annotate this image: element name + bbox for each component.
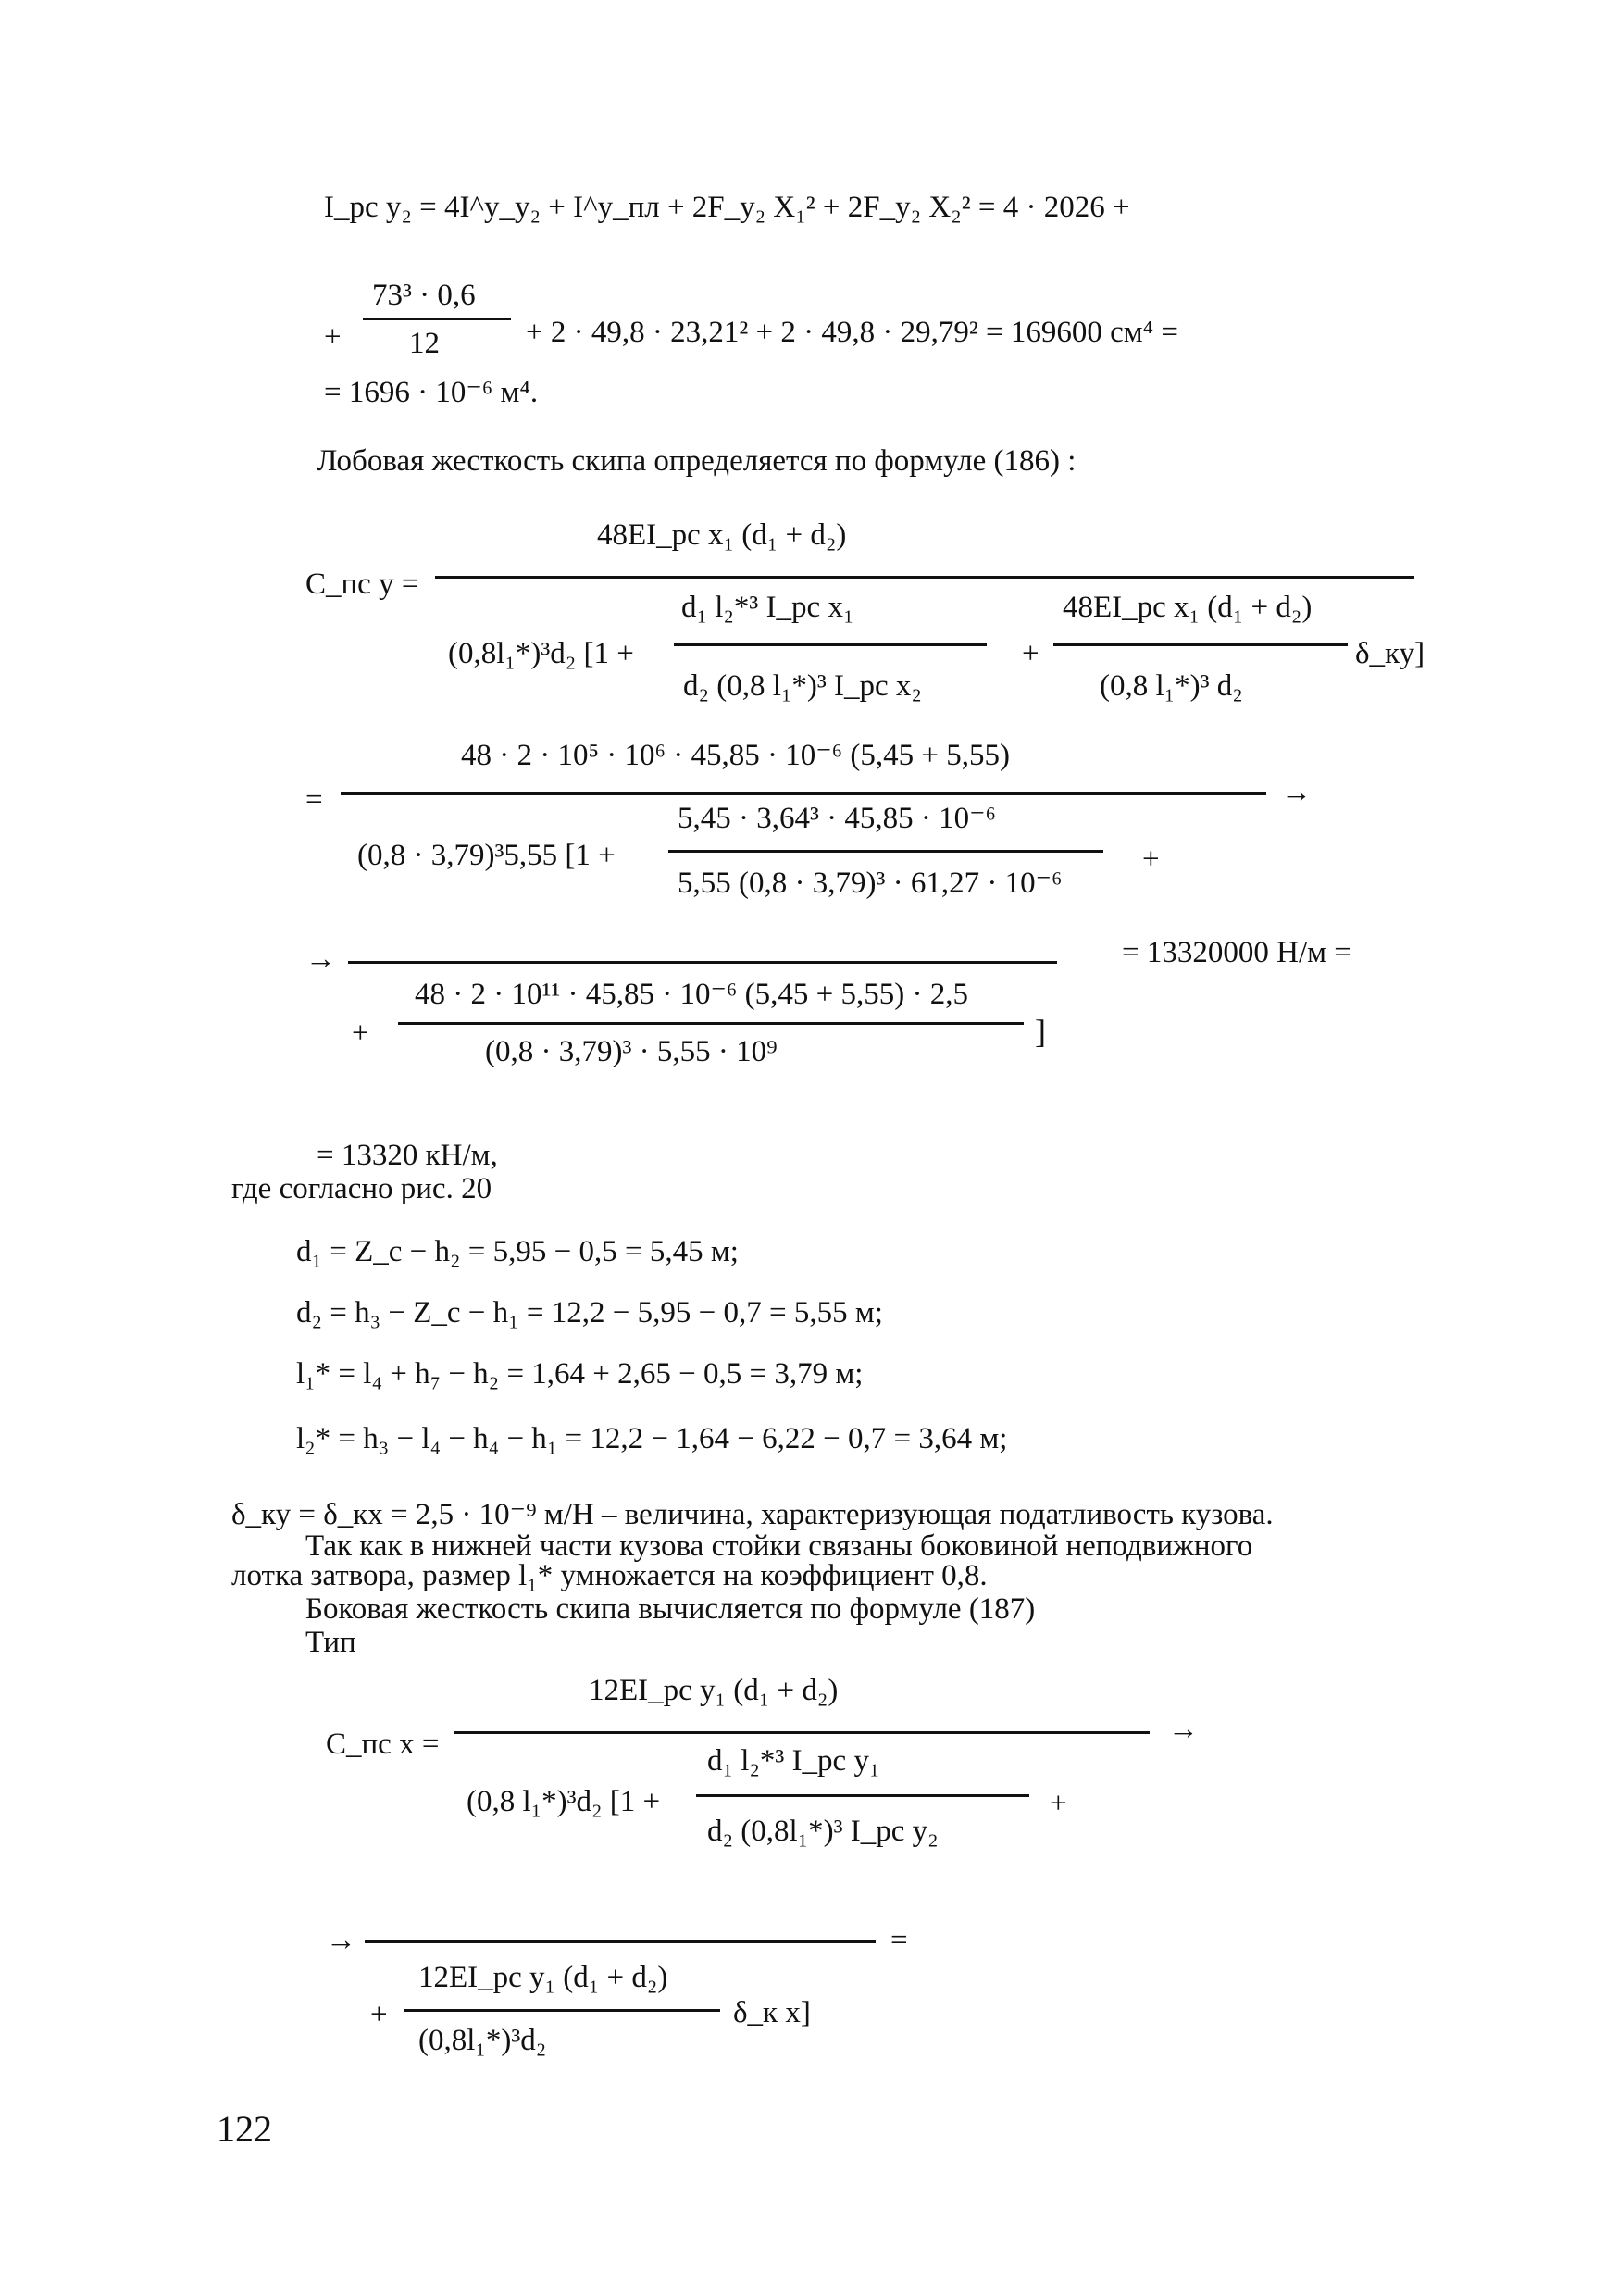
formula-lhs: C_пс x = [326,1728,440,1761]
formula-numerator: 12EI_рс y₁ (d₁ + d₂) [589,1674,839,1707]
plus-sign: + [370,1998,388,2031]
sum-continuation: + 2 · 49,8 · 23,21² + 2 · 49,8 · 29,79² = 169600 см⁴ = [526,316,1178,349]
plus-sign: + [324,320,342,354]
result-value: = 13320000 Н/м = [1122,936,1351,969]
fraction-denominator: 12 [409,327,440,360]
main-fraction-bar [454,1731,1150,1734]
delta-term: δ_ку] [1355,637,1425,670]
cont-denominator: (0,8l₁*)³d₂ [418,2024,547,2057]
inner-fraction-denominator: d₂ (0,8 l₁*)³ I_рс x₂ [683,669,922,703]
plus-sign: + [1050,1787,1067,1820]
arrow-icon: → [326,1924,356,1957]
formula-lhs: C_пс y = [305,568,419,601]
inner-fraction-denominator: (0,8 l₁*)³ d₂ [1100,669,1243,703]
main-fraction-bar [435,576,1414,579]
denominator-left: (0,8 l₁*)³d₂ [1 + [467,1785,661,1818]
inner-fraction-denominator: d₂ (0,8l₁*)³ I_рс y₂ [707,1815,939,1848]
paragraph-frontal-stiffness: Лобовая жесткость скипа определяется по формуле (186) : [317,444,1077,478]
paragraph-line: лотка затвора, размер l₁* умножается на коэффициент 0,8. [231,1559,988,1592]
where-line: где согласно рис. 20 [231,1172,492,1205]
inner-fraction-numerator: d₁ l₂*³ I_рс y₁ [707,1744,880,1778]
equals-sign: = [305,783,323,817]
inner-fraction-bar [696,1794,1029,1797]
definition-l1: l₁* = l₄ + h₇ − h₂ = 1,64 + 2,65 − 0,5 = 3,79 м; [296,1357,864,1391]
arrow-icon: → [1168,1713,1199,1746]
plus-sign: + [1022,637,1039,670]
definition-l2: l₂* = h₃ − l₄ − h₄ − h₁ = 12,2 − 1,64 − 6,22 − 0,7 = 3,64 м; [296,1422,1008,1455]
calc-inner-bar [668,850,1103,853]
cont-numerator: 12EI_рс y₁ (d₁ + d₂) [418,1961,668,1994]
calc-inner-denominator: 5,55 (0,8 · 3,79)³ · 61,27 · 10⁻⁶ [678,867,1063,900]
arrow-icon: → [1281,776,1312,809]
cont-fraction-bar [398,1022,1024,1025]
result-kn: = 13320 кН/м, [317,1139,498,1172]
inner-fraction-bar [1053,643,1348,646]
paragraph-line: Так как в нижней части кузова стойки связаны боковиной неподвижного [305,1529,1253,1563]
continuation-bar [348,961,1057,964]
fraction-bar [363,318,511,320]
equals-sign: = [890,1924,908,1957]
moment-of-inertia-formula: I_рс y₂ = 4I^y_y₂ + I^y_пл + 2F_y₂ X₁² + 2F_y₂ X₂² = 4 · 2026 + [324,191,1130,224]
cont-numerator: 48 · 2 · 10¹¹ · 45,85 · 10⁻⁶ (5,45 + 5,55) · 2,5 [415,978,968,1011]
result-si: = 1696 · 10⁻⁶ м⁴. [324,376,539,409]
calc-denominator-left: (0,8 · 3,79)³5,55 [1 + [357,839,616,872]
formula-numerator: 48EI_рс x₁ (d₁ + d₂) [597,518,847,552]
inner-fraction-bar [674,643,987,646]
delta-term: δ_к x] [733,1996,811,2029]
arrow-icon: → [305,942,336,976]
plus-sign: + [352,1017,369,1050]
continuation-bar [365,1940,876,1943]
plus-sign: + [1142,842,1160,876]
cont-fraction-bar [404,2009,720,2012]
definition-d1: d₁ = Z_c − h₂ = 5,95 − 0,5 = 5,45 м; [296,1235,739,1268]
inner-fraction-numerator: 48EI_рс x₁ (d₁ + d₂) [1063,591,1313,624]
paragraph-line: Боковая жесткость скипа вычисляется по формуле (187) [305,1592,1036,1626]
closing-bracket: ] [1035,1013,1046,1050]
calc-inner-numerator: 5,45 · 3,64³ · 45,85 · 10⁻⁶ [678,802,997,835]
calc-numerator: 48 · 2 · 10⁵ · 10⁶ · 45,85 · 10⁻⁶ (5,45 + 5,55) [461,739,1010,772]
paragraph-line: Тип [305,1626,356,1659]
denominator-left: (0,8l₁*)³d₂ [1 + [448,637,634,670]
cont-denominator: (0,8 · 3,79)³ · 5,55 · 10⁹ [485,1035,778,1068]
fraction-numerator: 73³ · 0,6 [372,279,476,312]
page-number: 122 [217,2108,272,2150]
inner-fraction-numerator: d₁ l₂*³ I_рс x₁ [681,591,854,624]
calc-fraction-bar [341,792,1266,795]
definition-d2: d₂ = h₃ − Z_c − h₁ = 12,2 − 5,95 − 0,7 = 5,55 м; [296,1296,883,1329]
delta-definition: δ_ку = δ_кх = 2,5 · 10⁻⁹ м/Н – величина, характеризующая податливость кузова. [231,1498,1274,1531]
